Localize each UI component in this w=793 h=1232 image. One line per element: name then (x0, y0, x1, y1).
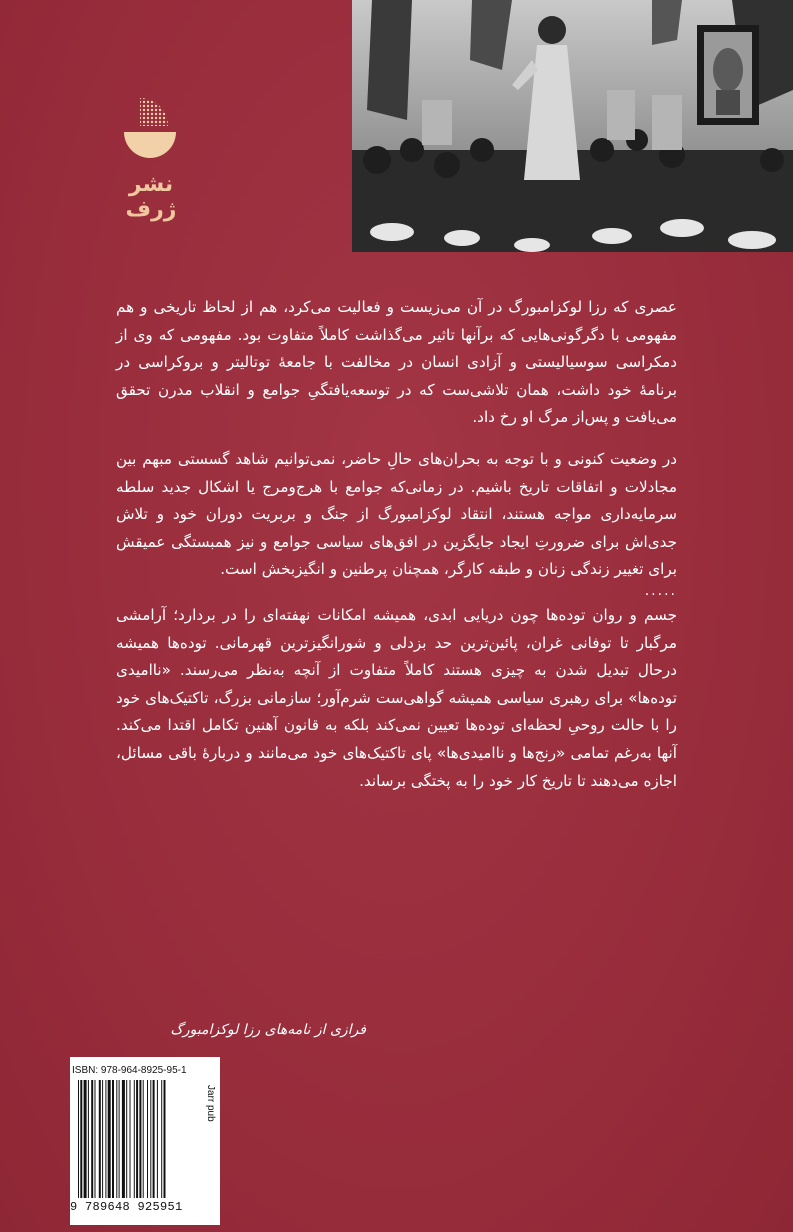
paragraph-2: در وضعیت کنونی و با توجه به بحران‌های حالِ حاضر، نمی‌توانیم شاهد گسستی مبهم بین مجادلات و اتفاقات تاریخ باشیم. در زمانی‌که جوامع با هرج‌ومرج یا اشکال جدید سلطه سرمایه‌داری مواجه هستند، انتقاد لوکزامبورگ از جنگ و بربریت دوران خود و تلاش جدی‌اش برای ضرورتِ ایجاد جایگزین در افق‌های سیاسی جوامع و نیز همبستگی عمیقش برای تغییر زندگی زنان و طبقه کارگر، همچنان پرطنین و انگیزبخش است. (116, 449, 677, 579)
section-separator: ..... (644, 582, 677, 599)
quote-paragraph: جسم و روان توده‌ها چون دریایی ابدی، همیشه امکانات نهفته‌ای را در بردارد؛ آرامشی مرگبار تا توفانی غران، پائین‌ترین حد بزدلی و شورانگیزترین قهرمانی. توده‌ها همیشه درحال تبدیل شدن به چیزی هستند کاملاً متفاوت از آنچه به‌نظر می‌رسند. «ناامیدی توده‌ها» برای رهبری سیاسی همیشه گواهی‌ست شرم‌آور؛ سازمانی بزرگ، تاکتیک‌های خود را با حالت روحیِ لحظه‌ای توده‌ها تعیین نمی‌کند بلکه به قانون آهنین تکامل اقتدا می‌کند. آنها به‌رغم تمامی «رنج‌ها و ناامیدی‌ها» پای تاکتیک‌های خود می‌مانند و دربارهٔ باقی مسائل، اجازه می‌دهند تا تاریخ کار خود را به پختگی برساند. (116, 605, 677, 790)
quote-source: فرازی از نامه‌های رزا لوکزامبورگ (170, 1022, 366, 1038)
publisher-name: نشر ژرف (125, 172, 177, 222)
barcode-digits: 9 789648 925951 (70, 1200, 183, 1214)
barcode-bars (78, 1080, 190, 1198)
isbn-label: ISBN: 978-964-8925-95-1 (72, 1065, 187, 1076)
back-cover-text (116, 294, 677, 795)
paragraph-1: عصری که رزا لوکزامبورگ در آن می‌زیست و فعالیت می‌کرد، هم از لحاظ تاریخی و هم مفهومی با دگرگونی‌هایی که برآنها تاثیر می‌گذاشت کاملاً متفاوت بود. مفهومی که وی از دمکراسی سوسیالیستی و آزادی انسان در مخالفت با جامعهٔ توتالیتر و بروکراسی در برنامهٔ خود داشت، همان تلاشی‌ست که در توسعه‌یافتگیِ جوامع و انقلاب مدرن تحقق می‌یافت و پس‌از مرگ او رخ داد. (116, 298, 677, 427)
historical-photo (352, 0, 793, 252)
publisher-side-label: Jarr pub (205, 1085, 216, 1122)
